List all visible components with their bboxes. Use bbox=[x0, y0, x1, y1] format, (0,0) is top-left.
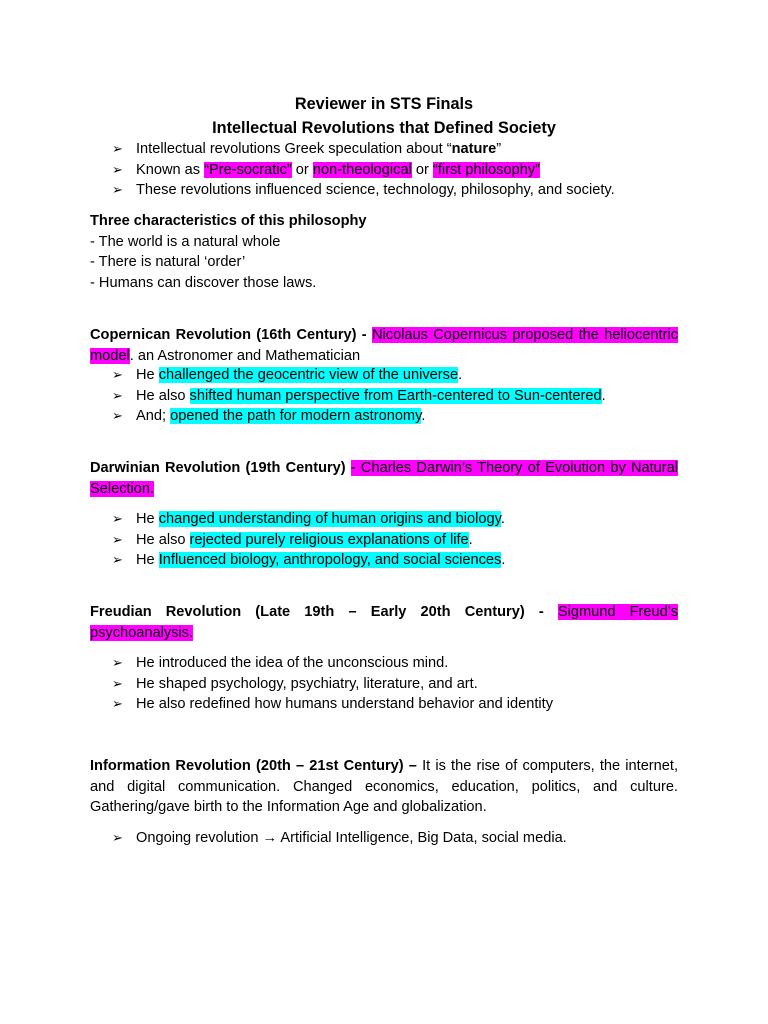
freudian-bullet-1: ➢ He introduced the idea of the unconscious mind. bbox=[112, 653, 682, 674]
arrow-bullet-icon: ➢ bbox=[112, 367, 123, 382]
intro-bullet-1: ➢ Intellectual revolutions Greek speculation about “nature” bbox=[112, 139, 682, 160]
highlight-magenta: - Charles Darwin’s Theory of Evolution by Natural Selection. bbox=[90, 460, 678, 497]
arrow-bullet-icon: ➢ bbox=[112, 675, 123, 691]
copernican-paragraph: Copernican Revolution (16th Century) - Nicolaus Copernicus proposed the heliocentric model. an Astronomer and Mathematician bbox=[90, 327, 678, 364]
arrow-bullet-icon: ➢ bbox=[112, 387, 123, 403]
document-title: Reviewer in STS Finals bbox=[294, 95, 474, 113]
darwinian-bullet-list bbox=[112, 509, 682, 571]
copernican-bullet-3: ➢ And; opened the path for modern astronomy. bbox=[112, 406, 682, 427]
intro-bullet-list bbox=[112, 139, 682, 201]
highlight-cyan: opened the path for modern astronomy bbox=[170, 408, 422, 424]
intro-bullet-2: ➢ Known as “Pre-socratic” or non-theological or “first philosophy” bbox=[112, 160, 682, 181]
freudian-bullet-3: ➢ He also redefined how humans understand behavior and identity bbox=[112, 694, 682, 715]
highlight-cyan: Influenced biology, anthropology, and social sciences bbox=[158, 552, 502, 568]
characteristic-line: - The world is a natural whole bbox=[90, 233, 281, 250]
highlight-magenta: non-theological bbox=[312, 161, 412, 178]
arrow-bullet-icon: ➢ bbox=[112, 182, 123, 197]
arrow-bullet-icon: ➢ bbox=[112, 141, 123, 156]
darwinian-heading: Darwinian Revolution (19th Century) bbox=[90, 460, 351, 476]
arrow-bullet-icon: ➢ bbox=[112, 161, 123, 177]
darwinian-bullet-1: ➢ He changed understanding of human origins and biology. bbox=[112, 509, 682, 530]
arrow-bullet-icon: ➢ bbox=[112, 511, 123, 526]
freudian-bullet-2: ➢ He shaped psychology, psychiatry, literature, and art. bbox=[112, 674, 682, 695]
arrow-bullet-icon: ➢ bbox=[112, 655, 123, 670]
characteristics-section bbox=[90, 211, 678, 293]
copernican-bullet-2: ➢ He also shifted human perspective from Earth-centered to Sun-centered. bbox=[112, 386, 682, 407]
information-bullet-list bbox=[112, 828, 682, 849]
characteristic-line: - Humans can discover those laws. bbox=[90, 274, 317, 291]
copernican-bullet-list bbox=[112, 365, 682, 427]
freudian-heading: Freudian Revolution (Late 19th – Early 20th Century) - bbox=[90, 604, 558, 620]
highlight-cyan: changed understanding of human origins and biology bbox=[158, 511, 501, 527]
highlight-cyan: rejected purely religious explanations of life bbox=[189, 531, 469, 548]
highlight-magenta: Sigmund Freud’s psychoanalysis. bbox=[90, 604, 678, 641]
information-paragraph: Information Revolution (20th – 21st Century) – It is the rise of computers, the internet, and digital communication. Changed economics, education, politics, and culture. Gathering/gave birth to the Information Age and globalization. bbox=[90, 758, 679, 815]
information-bullet-1: ➢ Ongoing revolution → Artificial Intelligence, Big Data, social media. bbox=[112, 828, 682, 849]
highlight-cyan: shifted human perspective from Earth-centered to Sun-centered bbox=[189, 387, 602, 404]
intro-bullet-3: ➢ These revolutions influenced science, technology, philosophy, and society. bbox=[112, 180, 682, 201]
copernican-heading: Copernican Revolution (16th Century) - bbox=[90, 327, 372, 343]
freudian-paragraph bbox=[90, 602, 678, 643]
characteristic-line: - There is natural ‘order’ bbox=[90, 254, 246, 270]
copernican-bullet-1: ➢ He challenged the geocentric view of the universe. bbox=[112, 365, 682, 386]
highlight-cyan: challenged the geocentric view of the universe bbox=[158, 367, 459, 383]
darwinian-bullet-2: ➢ He also rejected purely religious explanations of life. bbox=[112, 530, 682, 551]
characteristics-heading: Three characteristics of this philosophy bbox=[90, 213, 367, 229]
arrow-bullet-icon: ➢ bbox=[112, 696, 123, 711]
information-heading: Information Revolution (20th – 21st Century) – bbox=[90, 758, 417, 774]
arrow-bullet-icon: ➢ bbox=[112, 531, 123, 547]
arrow-bullet-icon: ➢ bbox=[112, 830, 123, 845]
arrow-bullet-icon: ➢ bbox=[112, 552, 123, 567]
highlight-magenta: “Pre-socratic” bbox=[204, 161, 292, 178]
highlight-magenta: Nicolaus Copernicus proposed the heliocentric model bbox=[90, 327, 678, 364]
document-subtitle: Intellectual Revolutions that Defined Society bbox=[212, 119, 556, 137]
darwinian-bullet-3: ➢ He Influenced biology, anthropology, and social sciences. bbox=[112, 550, 682, 571]
freudian-bullet-list bbox=[112, 653, 682, 715]
arrow-bullet-icon: ➢ bbox=[112, 408, 123, 423]
highlight-magenta: “first philosophy” bbox=[432, 161, 540, 178]
darwinian-paragraph bbox=[90, 458, 678, 499]
